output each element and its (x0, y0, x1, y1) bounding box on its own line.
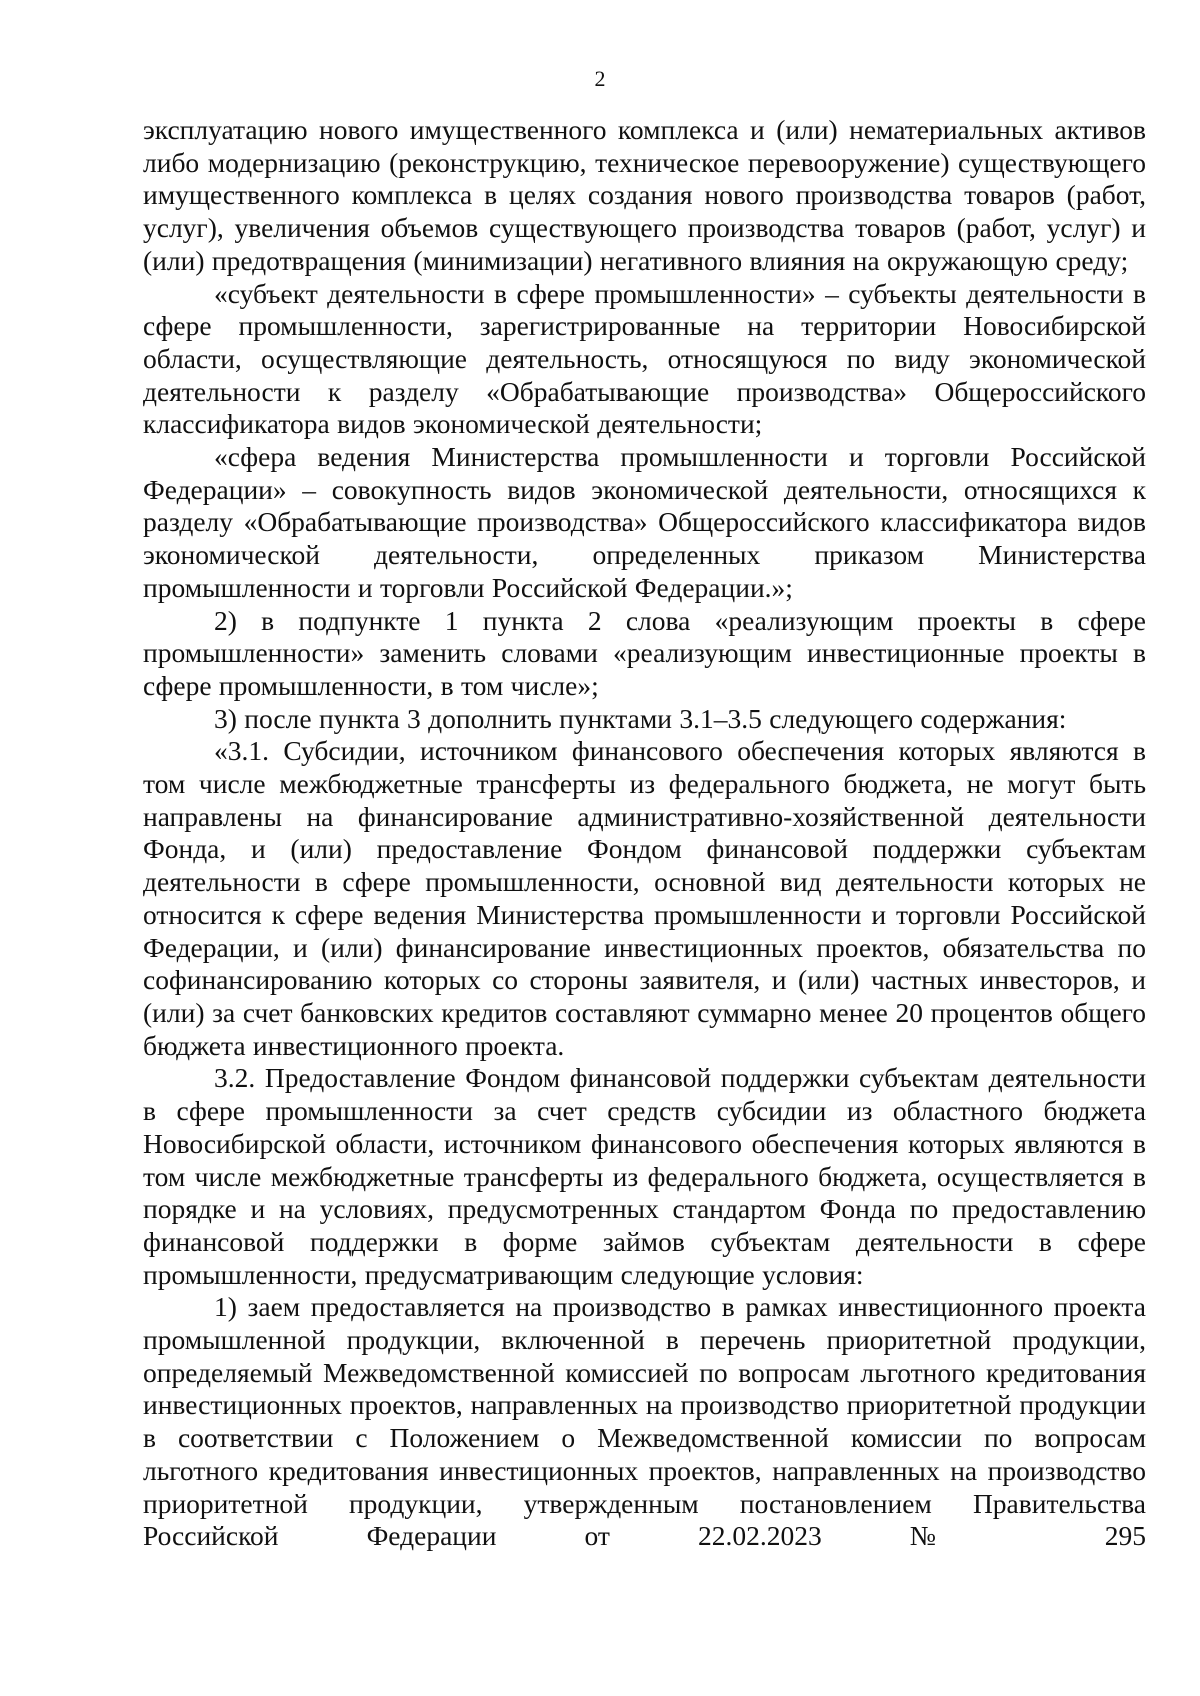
paragraph-clause-3-1: «3.1. Субсидии, источником финансового обеспечения которых являются в том числе межбюджетные трансферты из федерального бюджета, не могут быть направлены на финансирование административно-хозяйственной деятельности Фонда, и (или) предоставление Фондом финансовой поддержки субъектам деятельности в сфере промышленности, основной вид деятельности которых не относится к сфере ведения Министерства промышленности и торговли Российской Федерации, и (или) финансирование инвестиционных проектов, обязательства по софинансированию которых со стороны заявителя, и (или) частных инвесторов, и (или) за счет банковских кредитов составляют суммарно менее 20 процентов общего бюджета инвестиционного проекта. (143, 735, 1146, 1061)
paragraph-definition-industry-subject: «субъект деятельности в сфере промышленности» – субъекты деятельности в сфере промышленности, зарегистрированные на территории Новосибирской области, осуществляющие деятельность, относящуюся по виду экономической деятельности к разделу «Обрабатывающие производства» Общероссийского классификатора видов экономической деятельности; (143, 277, 1146, 440)
page-number: 2 (594, 66, 606, 91)
paragraph-clause-3-2: 3.2. Предоставление Фондом финансовой поддержки субъектам деятельности в сфере промышленности за счет средств субсидии из областного бюджета Новосибирской области, источником финансового обеспечения которых являются в том числе межбюджетные трансферты из федерального бюджета, осуществляется в порядке и на условиях, предусмотренных стандартом Фонда по предоставлению финансовой поддержки в форме займов субъектам деятельности в сфере промышленности, предусматривающим следующие условия: (143, 1062, 1146, 1290)
document-body (143, 114, 1146, 1553)
paragraph-definition-ministry-sphere: «сфера ведения Министерства промышленности и торговли Российской Федерации» – совокупность видов экономической деятельности, относящихся к разделу «Обрабатывающие производства» Общероссийского классификатора видов экономической деятельности, определенных приказом Министерства промышленности и торговли Российской Федерации.»; (143, 441, 1146, 603)
paragraph-definition-investment-project-end: эксплуатацию нового имущественного комплекса и (или) нематериальных активов либо модернизацию (реконструкцию, техническое перевооружение) существующего имущественного комплекса в целях создания нового производства товаров (работ, услуг), увеличения объемов существующего производства товаров (работ, услуг) и (или) предотвращения (минимизации) негативного влияния на окружающую среду; (143, 114, 1146, 276)
paragraph-amendment-2: 2) в подпункте 1 пункта 2 слова «реализующим проекты в сфере промышленности» заменить словами «реализующим инвестиционные проекты в сфере промышленности, в том числе»; (143, 604, 1146, 701)
paragraph-amendment-3: 3) после пункта 3 дополнить пунктами 3.1–3.5 следующего содержания: (214, 702, 1067, 734)
paragraph-clause-3-2-condition-1: 1) заем предоставляется на производство в рамках инвестиционного проекта промышленной продукции, включенной в перечень приоритетной продукции, определяемый Межведомственной комиссией по вопросам льготного кредитования инвестиционных проектов, направленных на производство приоритетной продукции в соответствии с Положением о Межведомственной комиссии по вопросам льготного кредитования инвестиционных проектов, направленных на производство приоритетной продукции, утвержденным постановлением Правительства Российской Федерации от 22.02.2023 № 295 (143, 1291, 1146, 1552)
